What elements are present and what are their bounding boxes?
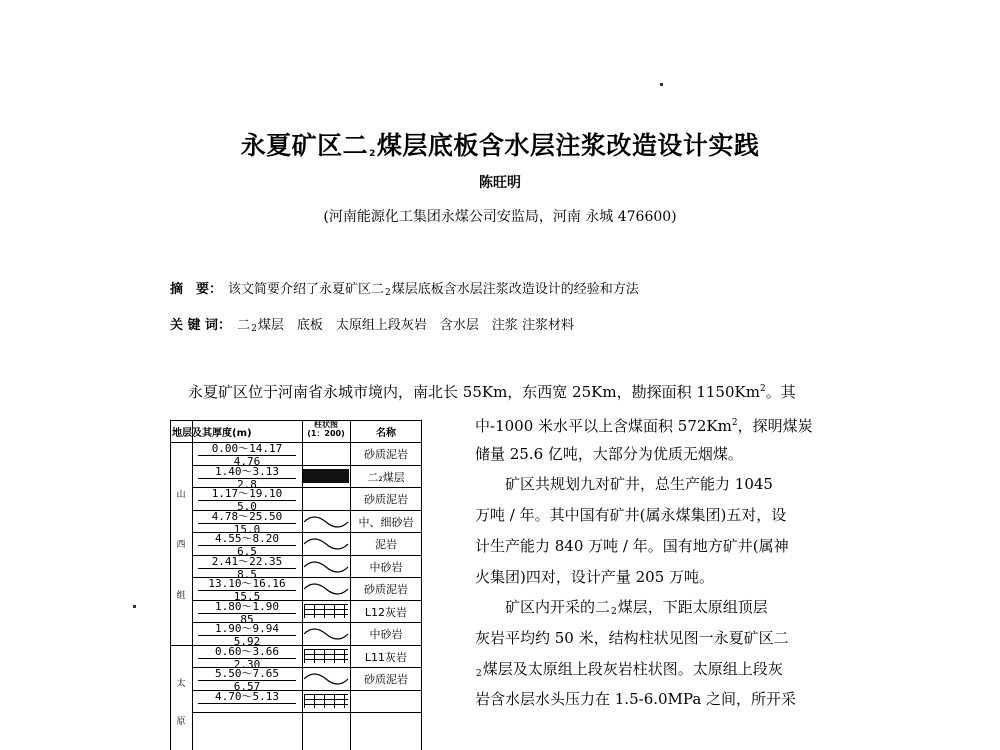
group-label: 太 xyxy=(176,679,186,689)
thickness-range: 4.55～8.20 xyxy=(198,533,296,546)
abstract xyxy=(170,278,639,298)
thickness-cell xyxy=(192,556,302,580)
rock-name: 砂质泥岩 xyxy=(364,448,408,461)
strata-column-figure xyxy=(170,420,422,750)
title-subscript: 2 xyxy=(369,149,376,159)
scan-speck xyxy=(133,605,136,608)
rock-name: 二₂煤层 xyxy=(367,470,405,484)
line-text: 矿区共规划九对矿井，总生产能力 1045 xyxy=(475,475,773,494)
intro-text-a: 永夏矿区位于河南省永城市境内，南北长 55Km，东西宽 25Km，勘探面积 1150Km xyxy=(188,383,760,401)
line-text: 灰岩平均约 50 米，结构柱状见图一永夏矿区二 xyxy=(475,628,789,647)
thickness-cell xyxy=(192,578,302,602)
rock-name: 泥岩 xyxy=(375,538,397,551)
author-name: 陈旺明 xyxy=(479,175,521,191)
thickness-range: 5.50～7.65 xyxy=(198,668,296,681)
limestone-symbol xyxy=(304,604,348,619)
line-text: 储量 25.6 亿吨，大部分为优质无烟煤。 xyxy=(475,444,743,463)
thickness-average: 6.5 xyxy=(237,545,257,558)
thickness-cell xyxy=(192,443,302,467)
keywords xyxy=(170,314,574,334)
wavy-lithology-symbol xyxy=(302,622,350,645)
coal-seam-symbol xyxy=(303,469,349,484)
body-line xyxy=(475,562,714,592)
intro-text-b: 。其 xyxy=(765,383,796,401)
body-line xyxy=(475,531,789,561)
header-column-a: 柱状图 xyxy=(314,420,338,429)
wavy-lithology-symbol xyxy=(302,667,350,690)
keywords-label: 关 键 词： xyxy=(170,318,232,333)
line-text: 火集团)四对，设计产量 205 万吨。 xyxy=(475,567,715,586)
body-line xyxy=(475,684,796,714)
group-label: 西 xyxy=(176,540,186,551)
keywords-text-b: 煤层 底板 太原组上段灰岩 含水层 注浆 注浆材料 xyxy=(257,318,574,333)
scan-speck xyxy=(660,83,663,86)
title-suffix: 煤层底板含水层注浆改造设计实践 xyxy=(376,131,760,160)
wave-line xyxy=(304,674,348,684)
wavy-lithology-symbol xyxy=(302,510,350,533)
thickness-average: 85 xyxy=(240,612,254,626)
thickness-average: 5.92 xyxy=(233,635,261,648)
thickness-range: 4.70～5.13 xyxy=(198,691,296,704)
limestone-symbol xyxy=(304,649,348,664)
thickness-average: 2.30 xyxy=(233,657,261,671)
keywords-subscript: 2 xyxy=(251,324,257,334)
intro-superscript: 2 xyxy=(759,384,766,394)
rock-name: 砂质泥岩 xyxy=(364,493,408,506)
body-line xyxy=(475,408,813,441)
line-text: 煤层及太原组上段灰岩柱状图。太原组上段灰 xyxy=(482,659,783,678)
keywords-text-a: 二 xyxy=(237,318,251,333)
line-text: 岩含水层水头压力在 1.5-6.0MPa 之间，所开采 xyxy=(475,690,797,709)
wave-line xyxy=(304,539,348,549)
thickness-average: 8.5 xyxy=(237,567,257,581)
wavy-lithology-symbol xyxy=(302,555,350,578)
thickness-range: 1.90～9.94 xyxy=(198,623,296,636)
rock-name: L12灰岩 xyxy=(364,605,408,619)
rock-name: 中砂岩 xyxy=(369,628,403,641)
body-line xyxy=(475,500,786,530)
thickness-cell xyxy=(192,533,302,557)
wavy-lithology-symbol xyxy=(302,532,350,555)
header-thickness: 地层及其厚度(m) xyxy=(172,428,252,439)
body-line xyxy=(475,469,773,499)
line-text: ，探明煤炭 xyxy=(737,417,813,435)
thickness-range: 0.00～14.17 xyxy=(198,443,296,456)
group-label: 山 xyxy=(176,489,186,500)
wave-line xyxy=(304,584,348,594)
thickness-range: 1.17～19.10 xyxy=(198,488,296,501)
thickness-cell xyxy=(192,466,302,490)
thickness-cell xyxy=(192,488,302,512)
abstract-subscript: 2 xyxy=(385,288,391,298)
title-prefix: 永夏矿区二 xyxy=(240,131,369,160)
thickness-range: 1.40～3.13 xyxy=(198,466,296,479)
thickness-average: 5.0 xyxy=(237,500,257,513)
thickness-range: 13.10～16.16 xyxy=(198,578,296,591)
line-text: 煤层，下距太原组顶层 xyxy=(617,598,768,617)
line-superscript: 2 xyxy=(731,418,738,428)
group-rule xyxy=(170,645,192,646)
line-text: 计生产能力 840 万吨 / 年。国有地方矿井(属神 xyxy=(475,536,789,555)
line-text: 万吨 / 年。其中国有矿井(属永煤集团)五对，设 xyxy=(475,506,787,525)
header-name: 名称 xyxy=(376,428,396,439)
body-line xyxy=(475,439,743,469)
paper-title xyxy=(0,126,1000,162)
wave-line xyxy=(304,517,348,527)
thickness-cell xyxy=(192,646,302,670)
thickness-range: 0.60～3.66 xyxy=(198,646,296,659)
affiliation: (河南能源化工集团永煤公司安监局，河南 永城 476600) xyxy=(323,209,677,225)
rock-name: 砂质泥岩 xyxy=(364,583,408,596)
thickness-cell xyxy=(192,511,302,535)
limestone-symbol xyxy=(304,694,348,709)
rock-name: L11灰岩 xyxy=(364,650,408,664)
line-subscript: 2 xyxy=(611,607,617,618)
line-text: 矿区内开采的二 xyxy=(475,598,611,617)
thickness-cell xyxy=(192,601,302,625)
header-column-b: (1：200) xyxy=(307,429,345,438)
wave-line xyxy=(304,629,348,639)
wavy-lithology-symbol xyxy=(302,577,350,600)
thickness-cell xyxy=(192,691,302,704)
thickness-average: 4.76 xyxy=(233,455,261,468)
row-rule xyxy=(192,712,422,713)
group-label: 组 xyxy=(176,590,186,601)
abstract-text-b: 煤层底板含水层注浆改造设计的经验和方法 xyxy=(391,282,639,297)
intro-line xyxy=(188,374,796,407)
thickness-average: 6.57 xyxy=(233,680,261,693)
abstract-label: 摘 要： xyxy=(170,282,223,297)
line-subscript: 2 xyxy=(476,668,482,679)
rock-name: 中砂岩 xyxy=(369,560,403,574)
thickness-cell xyxy=(192,623,302,647)
thickness-average: 15.0 xyxy=(233,522,261,536)
rock-name: 砂质泥岩 xyxy=(364,673,408,686)
thickness-range: 1.80～1.90 xyxy=(198,601,296,614)
thickness-range: 4.78～25.50 xyxy=(198,511,296,524)
abstract-text-a: 该文简要介绍了永夏矿区二 xyxy=(228,282,385,297)
thickness-average: 2.8 xyxy=(237,477,257,491)
thickness-cell xyxy=(192,668,302,692)
body-line xyxy=(475,623,789,653)
thickness-average: 15.5 xyxy=(233,590,261,603)
rock-name: 中、细砂岩 xyxy=(358,515,414,529)
wave-line xyxy=(304,562,348,572)
group-label: 原 xyxy=(176,716,186,727)
thickness-range: 2.41～22.35 xyxy=(198,556,296,569)
line-text: 中-1000 米水平以上含煤面积 572Km xyxy=(475,417,732,435)
